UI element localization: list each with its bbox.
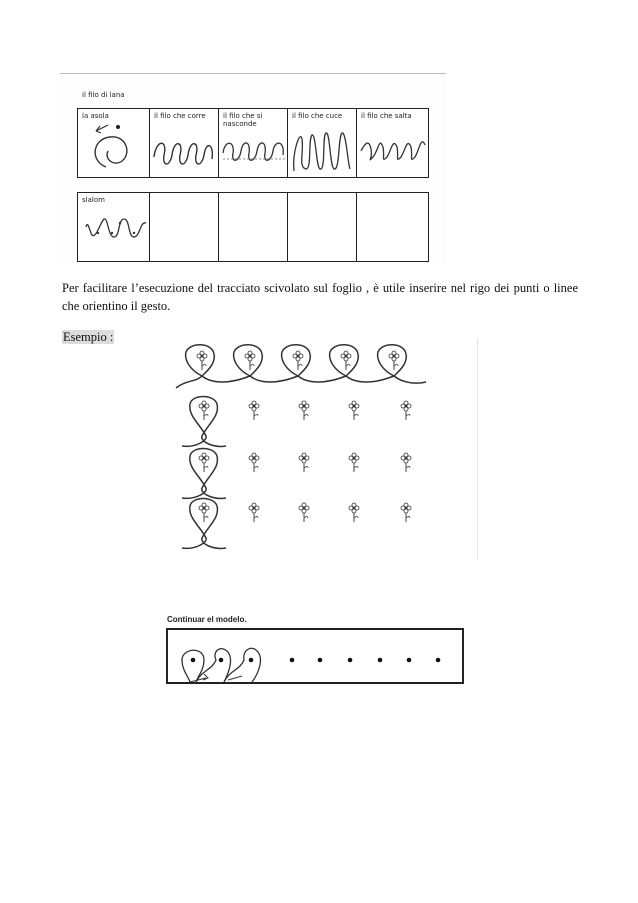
wool-thread-worksheet	[60, 73, 446, 264]
model-frame	[166, 628, 464, 684]
cell-label: slalom	[82, 196, 105, 204]
worksheet-title: il filo di lana	[82, 91, 125, 99]
sewing-thread-drawing	[288, 109, 359, 179]
loop-drawing	[78, 109, 152, 179]
cell-label: il filo che cuce	[292, 112, 343, 120]
example-label: Esempio :	[63, 330, 114, 344]
flower-loop-drawing	[172, 338, 477, 560]
cell-la-asola	[77, 108, 151, 178]
cell-filo-che-corre	[149, 108, 220, 178]
flower-loop-exercise	[172, 338, 478, 560]
empty-cell	[149, 192, 220, 262]
empty-cell	[356, 192, 429, 262]
cell-filo-che-salta	[356, 108, 429, 178]
cell-label: il filo che salta	[361, 112, 412, 120]
hiding-thread-drawing	[219, 109, 290, 179]
slalom-drawing	[78, 193, 152, 263]
cell-label: il filo che corre	[154, 112, 206, 120]
cell-label: la asola	[82, 112, 109, 120]
empty-cell	[287, 192, 358, 262]
cell-filo-che-cuce	[287, 108, 358, 178]
worksheet-title: Continuar el modelo.	[167, 615, 247, 624]
loop-model-drawing	[168, 630, 466, 686]
cell-label: il filo che si nasconde	[223, 112, 263, 128]
cell-slalom	[77, 192, 151, 262]
empty-cell	[218, 192, 289, 262]
instruction-paragraph: Per facilitare l’esecuzione del tracciato scivolato sul foglio , è utile inserire nel rigo dei punti o linee che orientino il gesto.	[62, 281, 578, 313]
running-thread-drawing	[150, 109, 221, 179]
cell-filo-che-si-nasconde	[218, 108, 289, 178]
jumping-thread-drawing	[357, 109, 430, 179]
continue-model-worksheet	[160, 612, 470, 692]
